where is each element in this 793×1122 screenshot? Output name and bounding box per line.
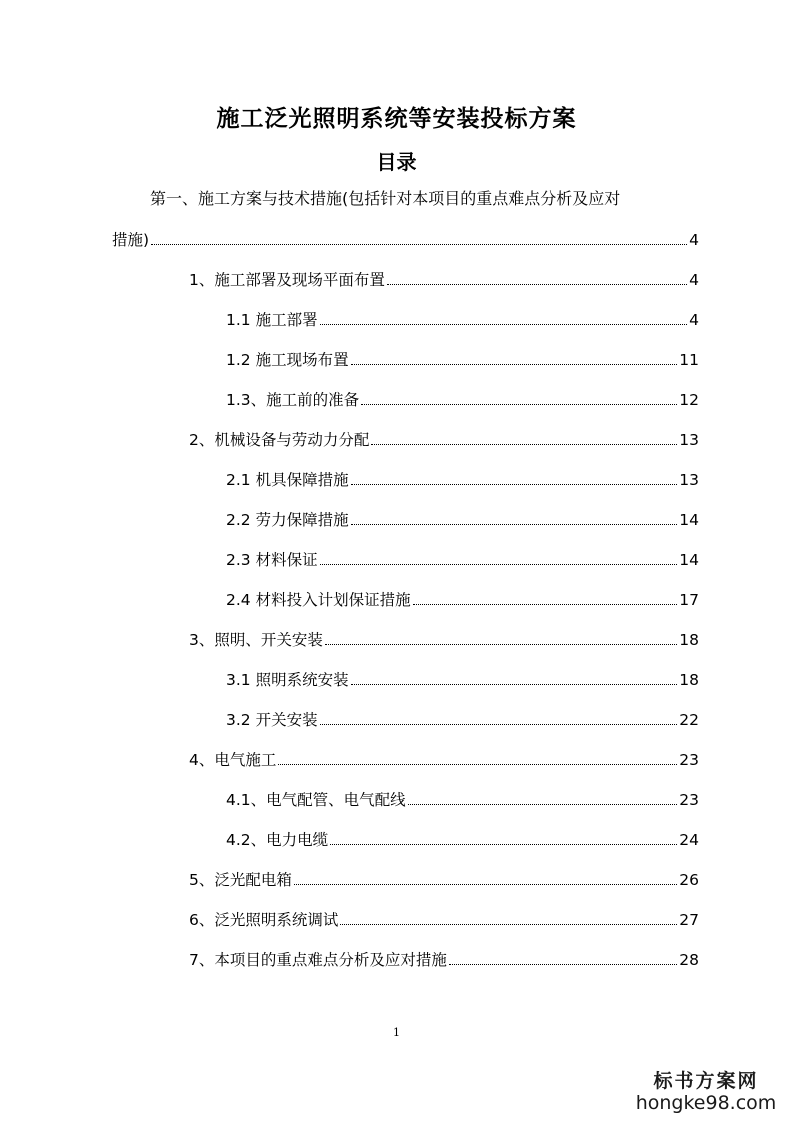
- toc-entry-2-3[interactable]: [226, 546, 699, 572]
- toc-entry-label: 2.3 材料保证: [226, 551, 318, 569]
- toc-leader-dots: [387, 266, 687, 285]
- toc-entry-label: 2、机械设备与劳动力分配: [189, 431, 370, 449]
- toc-leader-dots: [320, 706, 678, 725]
- toc-heading: 目录: [376, 150, 417, 174]
- toc-entry-first-line: 第一、施工方案与技术措施(包括针对本项目的重点难点分析及应对: [150, 189, 621, 208]
- toc-entry-1[interactable]: [189, 266, 699, 292]
- toc-leader-dots: [294, 866, 677, 885]
- toc-entry-label: 3.1 照明系统安装: [226, 671, 349, 689]
- toc-entry-label: 1.2 施工现场布置: [226, 351, 349, 369]
- toc-entry-label: 7、本项目的重点难点分析及应对措施: [189, 951, 447, 969]
- toc-entry-page: 24: [679, 831, 699, 849]
- toc-entry-4-1[interactable]: [226, 786, 699, 812]
- toc-entry-page: 23: [679, 751, 699, 769]
- toc-entry-6[interactable]: [189, 906, 699, 932]
- toc-entry-7[interactable]: [189, 946, 699, 972]
- toc-entry-label: 1.3、施工前的准备: [226, 391, 360, 409]
- toc-entry-page: 17: [679, 591, 699, 609]
- toc-entry-page: 26: [679, 871, 699, 889]
- toc-leader-dots: [351, 506, 678, 525]
- toc-entry-page: 13: [679, 471, 699, 489]
- toc-entry-2-4[interactable]: [226, 586, 699, 612]
- toc-entry-page: 27: [679, 911, 699, 929]
- toc-entry-3-2[interactable]: [226, 706, 699, 732]
- toc-entry-2-1[interactable]: [226, 466, 699, 492]
- toc-entry-label: 3.2 开关安装: [226, 711, 318, 729]
- toc-leader-dots: [330, 826, 677, 845]
- toc-entry-label: 措施): [112, 231, 150, 249]
- toc-entry-label: 2.4 材料投入计划保证措施: [226, 591, 411, 609]
- toc-leader-dots: [351, 666, 678, 685]
- watermark: [631, 1066, 781, 1113]
- toc-entry-1-2[interactable]: [226, 346, 699, 372]
- toc-leader-dots: [361, 386, 677, 405]
- toc-entry-page: 22: [679, 711, 699, 729]
- toc-entry-page: 4: [689, 311, 699, 329]
- toc-entry-2-2[interactable]: [226, 506, 699, 532]
- toc-leader-dots: [351, 466, 678, 485]
- toc-entry-page: 4: [689, 231, 699, 249]
- toc-entry-page: 12: [679, 391, 699, 409]
- toc-leader-dots: [151, 226, 687, 245]
- toc-leader-dots: [408, 786, 678, 805]
- toc-entry-page: 23: [679, 791, 699, 809]
- toc-entry-label: 1、施工部署及现场平面布置: [189, 271, 385, 289]
- toc-entry-label: 4.1、电气配管、电气配线: [226, 791, 406, 809]
- toc-entry-page: 4: [689, 271, 699, 289]
- toc-leader-dots: [325, 626, 677, 645]
- toc-entry-page: 11: [679, 351, 699, 369]
- toc-leader-dots: [449, 946, 677, 965]
- toc-entry-first[interactable]: [112, 226, 699, 252]
- toc-entry-label: 4、电气施工: [189, 751, 277, 769]
- toc-entry-page: 14: [679, 551, 699, 569]
- toc-leader-dots: [320, 306, 688, 325]
- toc-entry-2[interactable]: [189, 426, 699, 452]
- toc-leader-dots: [340, 906, 677, 925]
- toc-leader-dots: [320, 546, 678, 565]
- toc-entry-label: 2.1 机具保障措施: [226, 471, 349, 489]
- toc-entry-page: 18: [679, 631, 699, 649]
- toc-leader-dots: [413, 586, 678, 605]
- toc-entry-1-1[interactable]: [226, 306, 699, 332]
- toc-entry-label: 4.2、电力电缆: [226, 831, 329, 849]
- toc-leader-dots: [371, 426, 677, 445]
- toc-entry-page: 13: [679, 431, 699, 449]
- toc-entry-page: 18: [679, 671, 699, 689]
- toc-entry-3[interactable]: [189, 626, 699, 652]
- toc-leader-dots: [278, 746, 677, 765]
- toc-entry-label: 3、照明、开关安装: [189, 631, 323, 649]
- toc-entry-label: 6、泛光照明系统调试: [189, 911, 339, 929]
- toc-entry-5[interactable]: [189, 866, 699, 892]
- toc-leader-dots: [351, 346, 678, 365]
- watermark-url: hongke98.com: [635, 1092, 777, 1114]
- toc-entry-3-1[interactable]: [226, 666, 699, 692]
- toc-entry-4[interactable]: [189, 746, 699, 772]
- watermark-cn: 标书方案网: [653, 1070, 759, 1092]
- page-title: 施工泛光照明系统等安装投标方案: [216, 106, 577, 132]
- page-number: 1: [393, 1026, 400, 1039]
- toc-entry-4-2[interactable]: [226, 826, 699, 852]
- toc-entry-label: 2.2 劳力保障措施: [226, 511, 349, 529]
- toc-entry-page: 28: [679, 951, 699, 969]
- toc-entry-page: 14: [679, 511, 699, 529]
- toc-entry-1-3[interactable]: [226, 386, 699, 412]
- toc-entry-label: 1.1 施工部署: [226, 311, 318, 329]
- toc-entry-label: 5、泛光配电箱: [189, 871, 292, 889]
